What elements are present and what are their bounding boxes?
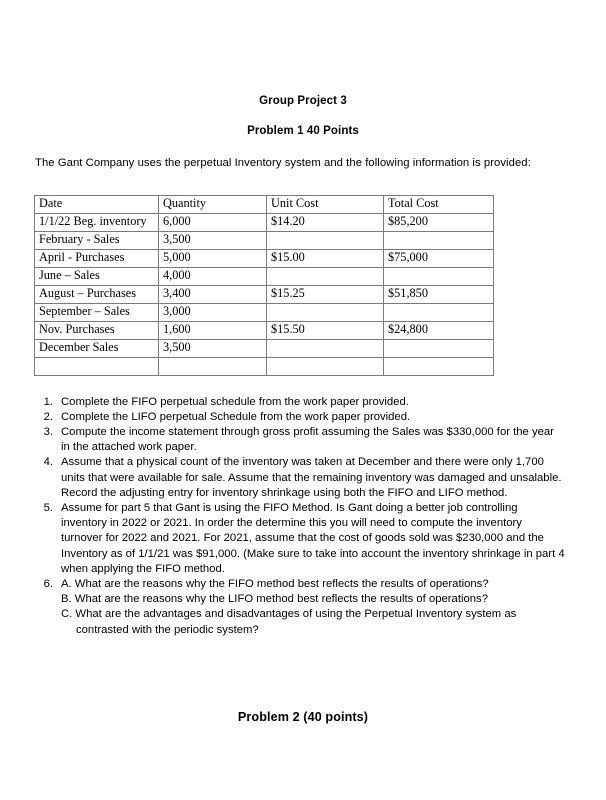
- list-item-text: Complete the LIFO perpetual Schedule from the work paper provided.: [61, 410, 411, 423]
- list-item-body: [61, 425, 573, 455]
- footer-title: Problem 2 (40 points): [237, 710, 369, 724]
- page-title: Group Project 3: [259, 95, 347, 107]
- cell-total-cost: $51,850: [384, 285, 494, 303]
- list-item-number: 5.: [43, 501, 53, 514]
- list-item: [35, 577, 573, 638]
- list-item-subpart-b: B. What are the reasons why the LIFO method best reflects the results of operations?: [61, 593, 488, 606]
- cell-total-cost: [384, 339, 494, 357]
- list-item-body: [61, 395, 573, 410]
- cell-total-cost: $75,000: [384, 249, 494, 267]
- cell-quantity: 3,500: [159, 339, 267, 357]
- table-row: [35, 285, 494, 303]
- column-header-total-cost: Total Cost: [384, 195, 494, 213]
- list-item-text: Assume for part 5 that Gant is using the FIFO Method. Is Gant doing a better job controlling inventory in 2022 or 2021. In order the determine this you will need to compute the inventory turnover for 2022 and 2021. For 2021, assume that the cost of goods sold was $230,000 and the Inventory as of 1/1/21 was $91,000. (Make sure to take into account the inventory shrinkage in part 4 when applying the FIFO method.: [61, 501, 565, 575]
- intro-paragraph: The Gant Company uses the perpetual Inventory system and the following information is provided:: [35, 157, 531, 169]
- list-item-text: Assume that a physical count of the inventory was taken at December and there were only 1,700 units that were available for sale. Assume that the remaining inventory was damaged and unsalable. Record the adjusting entry for inventory shrinkage using both the FIFO and LIFO method.: [61, 456, 562, 499]
- cell-unit-cost: [267, 231, 384, 249]
- cell-total-cost: [384, 303, 494, 321]
- column-header-date: Date: [35, 195, 159, 213]
- questions-list: [33, 376, 573, 638]
- cell-date: Nov. Purchases: [35, 321, 159, 339]
- table-row: [35, 339, 494, 357]
- column-header-unit-cost: Unit Cost: [267, 195, 384, 213]
- cell-total-cost: [384, 357, 494, 375]
- list-item: [35, 395, 573, 410]
- cell-unit-cost: [267, 339, 384, 357]
- cell-date: April - Purchases: [35, 249, 159, 267]
- list-item: [35, 501, 573, 577]
- list-item-number: 3.: [43, 425, 53, 438]
- list-item-text: Complete the FIFO perpetual schedule from the work paper provided.: [61, 395, 409, 408]
- cell-total-cost: [384, 231, 494, 249]
- table-row-empty: [35, 357, 494, 375]
- list-item: [35, 425, 573, 455]
- page-subtitle: Problem 1 40 Points: [247, 124, 359, 137]
- cell-quantity: 4,000: [159, 267, 267, 285]
- list-item-body: [61, 501, 573, 577]
- cell-date: December Sales: [35, 339, 159, 357]
- cell-unit-cost: [267, 267, 384, 285]
- cell-quantity: 1,600: [159, 321, 267, 339]
- cell-date: August – Purchases: [35, 285, 159, 303]
- cell-unit-cost: $15.00: [267, 249, 384, 267]
- table-row: [35, 213, 494, 231]
- cell-unit-cost: $15.25: [267, 285, 384, 303]
- list-item-number: 1.: [43, 395, 53, 408]
- cell-unit-cost: $15.50: [267, 321, 384, 339]
- list-item-subpart-c: C. What are the advantages and disadvantages of using the Perpetual Inventory system as: [61, 608, 517, 621]
- table-row: [35, 303, 494, 321]
- list-item-number: 2.: [43, 410, 53, 423]
- list-item-body: [61, 455, 573, 501]
- inventory-table: [34, 195, 494, 376]
- cell-quantity: 3,000: [159, 303, 267, 321]
- cell-date: 1/1/22 Beg. inventory: [35, 213, 159, 231]
- cell-total-cost: $85,200: [384, 213, 494, 231]
- table-row: [35, 231, 494, 249]
- cell-unit-cost: [267, 357, 384, 375]
- list-item-text: Compute the income statement through gross profit assuming the Sales was $330,000 for the year in the attached work paper.: [61, 425, 554, 454]
- cell-quantity: 5,000: [159, 249, 267, 267]
- table-row: [35, 321, 494, 339]
- cell-unit-cost: $14.20: [267, 213, 384, 231]
- list-item-body: [61, 577, 573, 638]
- inventory-table-wrapper: [33, 171, 573, 376]
- list-item-number: 4.: [43, 456, 53, 469]
- cell-quantity: 6,000: [159, 213, 267, 231]
- table-header-row: [35, 195, 494, 213]
- cell-date: September – Sales: [35, 303, 159, 321]
- column-header-quantity: Quantity: [159, 195, 267, 213]
- cell-total-cost: $24,800: [384, 321, 494, 339]
- table-row: [35, 249, 494, 267]
- cell-date: February - Sales: [35, 231, 159, 249]
- table-row: [35, 267, 494, 285]
- list-item-number: 6.: [43, 577, 53, 590]
- cell-quantity: 3,400: [159, 285, 267, 303]
- cell-total-cost: [384, 267, 494, 285]
- cell-quantity: [159, 357, 267, 375]
- list-item-body: [61, 410, 573, 425]
- cell-quantity: 3,500: [159, 231, 267, 249]
- cell-unit-cost: [267, 303, 384, 321]
- list-item-subpart-c-continued: contrasted with the periodic system?: [76, 623, 259, 636]
- list-item: [35, 455, 573, 501]
- cell-date: June – Sales: [35, 267, 159, 285]
- list-item: [35, 410, 573, 425]
- list-item-subpart-a: A. What are the reasons why the FIFO method best reflects the results of operations?: [61, 577, 489, 590]
- cell-date: [35, 357, 159, 375]
